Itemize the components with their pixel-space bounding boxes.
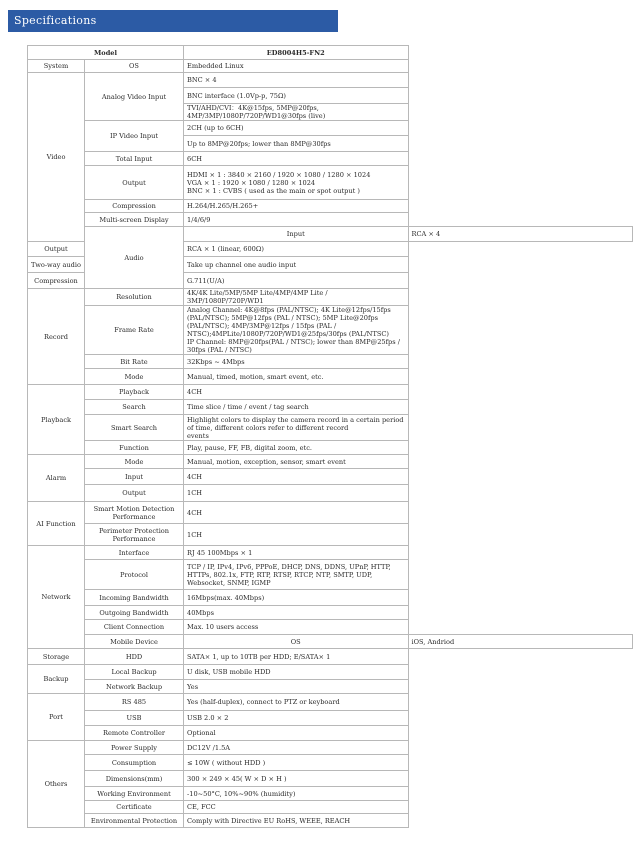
value-cell: ≤ 10W ( without HDD ) [184, 755, 408, 771]
value-cell: HDMI × 1 : 3840 × 2160 / 1920 × 1080 / 1280 × 1024 VGA × 1 : 1920 × 1080 / 1280 × 1024 BNC × 1 : CVBS ( used as the main or spot output ) [184, 166, 408, 200]
value-cell: 1CH [184, 524, 408, 546]
feature-cell: Analog Video Input [85, 73, 184, 121]
value-cell: 40Mbps [184, 606, 408, 620]
section-title: Specifications [14, 14, 97, 27]
feature-cell: Compression [85, 200, 184, 213]
feature-cell: IP Video Input [85, 121, 184, 152]
table-row [28, 289, 633, 306]
table-row [28, 620, 633, 635]
spec-table [27, 45, 633, 828]
table-row [28, 121, 633, 136]
feature-cell: Working Environment [85, 787, 184, 801]
value-cell: Analog Channel: 4K@8fps (PAL/NTSC); 4K Lite@12fps/15fps (PAL/NTSC); 5MP@12fps (PAL / NTSC); 5MP Lite@20fps (PAL/NTSC); 4MP/3MP@12fps / 15fps (PAL / NTSC);4MPLite/1080P/720P/WD1@25fps/30fps (PAL/NTSC) IP Channel: 8MP@20fps(PAL / NTSC); lower than 8MP@25fps / 30fps (PAL / NTSC) [184, 306, 408, 355]
value-cell: BNC × 4 [184, 73, 408, 88]
feature-cell: Interface [85, 546, 184, 560]
table-row [28, 73, 633, 88]
table-row [28, 166, 633, 200]
table-row [28, 665, 633, 680]
table-row [28, 755, 633, 771]
table-row [28, 415, 633, 441]
feature-cell: Frame Rate [85, 306, 184, 355]
table-row [28, 469, 633, 485]
table-row [28, 369, 633, 385]
feature-cell: Search [85, 400, 184, 415]
category-cell: Mobile Device [85, 635, 184, 649]
value-cell: 16Mbps(max. 40Mbps) [184, 590, 408, 606]
value-cell: 2CH (up to 6CH) [184, 121, 408, 136]
feature-cell: Output [28, 242, 85, 257]
feature-cell: Multi-screen Display [85, 213, 184, 227]
feature-cell: Incoming Bandwidth [85, 590, 184, 606]
table-row [28, 726, 633, 741]
header-model-value: ED8004H5-FN2 [184, 46, 408, 60]
feature-cell: Function [85, 441, 184, 455]
value-cell: SATA× 1, up to 10TB per HDD; E/SATA× 1 [184, 649, 408, 665]
feature-cell: Total Input [85, 152, 184, 166]
table-row [28, 152, 633, 166]
value-cell: Play, pause, FF, FB, digital zoom, etc. [184, 441, 408, 455]
feature-cell: Remote Controller [85, 726, 184, 741]
category-cell: Network [28, 546, 85, 649]
table-row [28, 606, 633, 620]
table-row [28, 771, 633, 787]
category-cell: AI Function [28, 502, 85, 546]
value-cell: CE, FCC [184, 801, 408, 814]
value-cell: DC12V /1.5A [184, 741, 408, 755]
feature-cell: Network Backup [85, 680, 184, 694]
value-cell: 4CH [184, 385, 408, 400]
feature-cell: Power Supply [85, 741, 184, 755]
value-cell: BNC interface (1.0Vp-p, 75Ω) [184, 88, 408, 104]
table-row [28, 60, 633, 73]
feature-cell: Environmental Protection [85, 814, 184, 828]
feature-cell: Mode [85, 369, 184, 385]
table-row [28, 680, 633, 694]
category-cell: Audio [85, 227, 184, 289]
feature-cell: Two-way audio [28, 257, 85, 273]
feature-cell: USB [85, 711, 184, 726]
category-cell: Storage [28, 649, 85, 665]
feature-cell: Smart Motion Detection Performance [85, 502, 184, 524]
value-cell: RCA × 4 [408, 227, 633, 242]
value-cell: U disk, USB mobile HDD [184, 665, 408, 680]
table-row [28, 485, 633, 502]
feature-cell: RS 485 [85, 694, 184, 711]
category-cell: Alarm [28, 455, 85, 502]
value-cell: -10~50°C, 10%~90% (humidity) [184, 787, 408, 801]
category-cell: Record [28, 289, 85, 385]
category-cell: Port [28, 694, 85, 741]
table-header-row [28, 46, 633, 60]
value-cell: Highlight colors to display the camera record in a certain period of time, different colors refer to different record events [184, 415, 408, 441]
value-cell: Take up channel one audio input [184, 257, 408, 273]
table-row [28, 455, 633, 469]
feature-cell: Consumption [85, 755, 184, 771]
feature-cell: Smart Search [85, 415, 184, 441]
table-row [28, 560, 633, 590]
section-title-banner [8, 10, 338, 32]
feature-cell: HDD [85, 649, 184, 665]
value-cell: Time slice / time / event / tag search [184, 400, 408, 415]
value-cell: Manual, timed, motion, smart event, etc. [184, 369, 408, 385]
value-cell: USB 2.0 × 2 [184, 711, 408, 726]
table-row [28, 400, 633, 415]
feature-cell: Resolution [85, 289, 184, 306]
feature-cell: OS [85, 60, 184, 73]
value-cell: 32Kbps ~ 4Mbps [184, 355, 408, 369]
value-cell: 1/4/6/9 [184, 213, 408, 227]
table-row [28, 635, 633, 649]
table-row [28, 524, 633, 546]
value-cell: H.264/H.265/H.265+ [184, 200, 408, 213]
table-row [28, 502, 633, 524]
table-row [28, 787, 633, 801]
value-cell: Yes [184, 680, 408, 694]
feature-cell: Output [85, 166, 184, 200]
feature-cell: Perimeter Protection Performance [85, 524, 184, 546]
table-row [28, 649, 633, 665]
table-row [28, 306, 633, 355]
feature-cell: Input [85, 469, 184, 485]
value-cell: iOS, Andriod [408, 635, 633, 649]
category-cell: Others [28, 741, 85, 828]
feature-cell: Playback [85, 385, 184, 400]
value-cell: Up to 8MP@20fps; lower than 8MP@30fps [184, 136, 408, 152]
header-model-label: Model [28, 46, 184, 60]
table-row [28, 200, 633, 213]
value-cell: Embedded Linux [184, 60, 408, 73]
feature-cell: OS [184, 635, 408, 649]
value-cell: 300 × 249 × 45( W × D × H ) [184, 771, 408, 787]
value-cell: TCP / IP, IPv4, IPv6, PPPoE, DHCP, DNS, DDNS, UPnP, HTTP, HTTPs, 802.1x, FTP, RTP, RTSP, RTCP, NTP, SMTP, UDP, Websocket, SNMP, IGMP [184, 560, 408, 590]
feature-cell: Client Connection [85, 620, 184, 635]
table-row [28, 385, 633, 400]
table-row [28, 590, 633, 606]
feature-cell: Dimensions(mm) [85, 771, 184, 787]
value-cell: 4CH [184, 469, 408, 485]
table-row [28, 814, 633, 828]
value-cell: Comply with Directive EU RoHS, WEEE, REACH [184, 814, 408, 828]
value-cell: Optional [184, 726, 408, 741]
value-cell: Max. 10 users access [184, 620, 408, 635]
feature-cell: Protocol [85, 560, 184, 590]
feature-cell: Local Backup [85, 665, 184, 680]
value-cell: 6CH [184, 152, 408, 166]
table-row [28, 741, 633, 755]
table-row [28, 355, 633, 369]
table-row [28, 441, 633, 455]
feature-cell: Certificate [85, 801, 184, 814]
value-cell: RCA × 1 (linear, 600Ω) [184, 242, 408, 257]
value-cell: G.711(U/A) [184, 273, 408, 289]
value-cell: TVI/AHD/CVI：4K@15fps, 5MP@20fps, 4MP/3MP/1080P/720P/WD1@30fps (live) [184, 104, 408, 121]
category-cell: Video [28, 73, 85, 242]
table-row [28, 213, 633, 227]
table-row [28, 694, 633, 711]
feature-cell: Output [85, 485, 184, 502]
table-row [28, 546, 633, 560]
feature-cell: Compression [28, 273, 85, 289]
table-row [28, 801, 633, 814]
value-cell: 4K/4K Lite/5MP/5MP Lite/4MP/4MP Lite / 3MP/1080P/720P/WD1 [184, 289, 408, 306]
feature-cell: Bit Rate [85, 355, 184, 369]
value-cell: 4CH [184, 502, 408, 524]
feature-cell: Input [184, 227, 408, 242]
value-cell: Manual, motion, exception, sensor, smart event [184, 455, 408, 469]
value-cell: RJ 45 100Mbps × 1 [184, 546, 408, 560]
category-cell: Backup [28, 665, 85, 694]
table-row [28, 711, 633, 726]
category-cell: System [28, 60, 85, 73]
table-row [28, 227, 633, 242]
category-cell: Playback [28, 385, 85, 455]
value-cell: Yes (half-duplex), connect to PTZ or keyboard [184, 694, 408, 711]
feature-cell: Outgoing Bandwidth [85, 606, 184, 620]
feature-cell: Mode [85, 455, 184, 469]
value-cell: 1CH [184, 485, 408, 502]
